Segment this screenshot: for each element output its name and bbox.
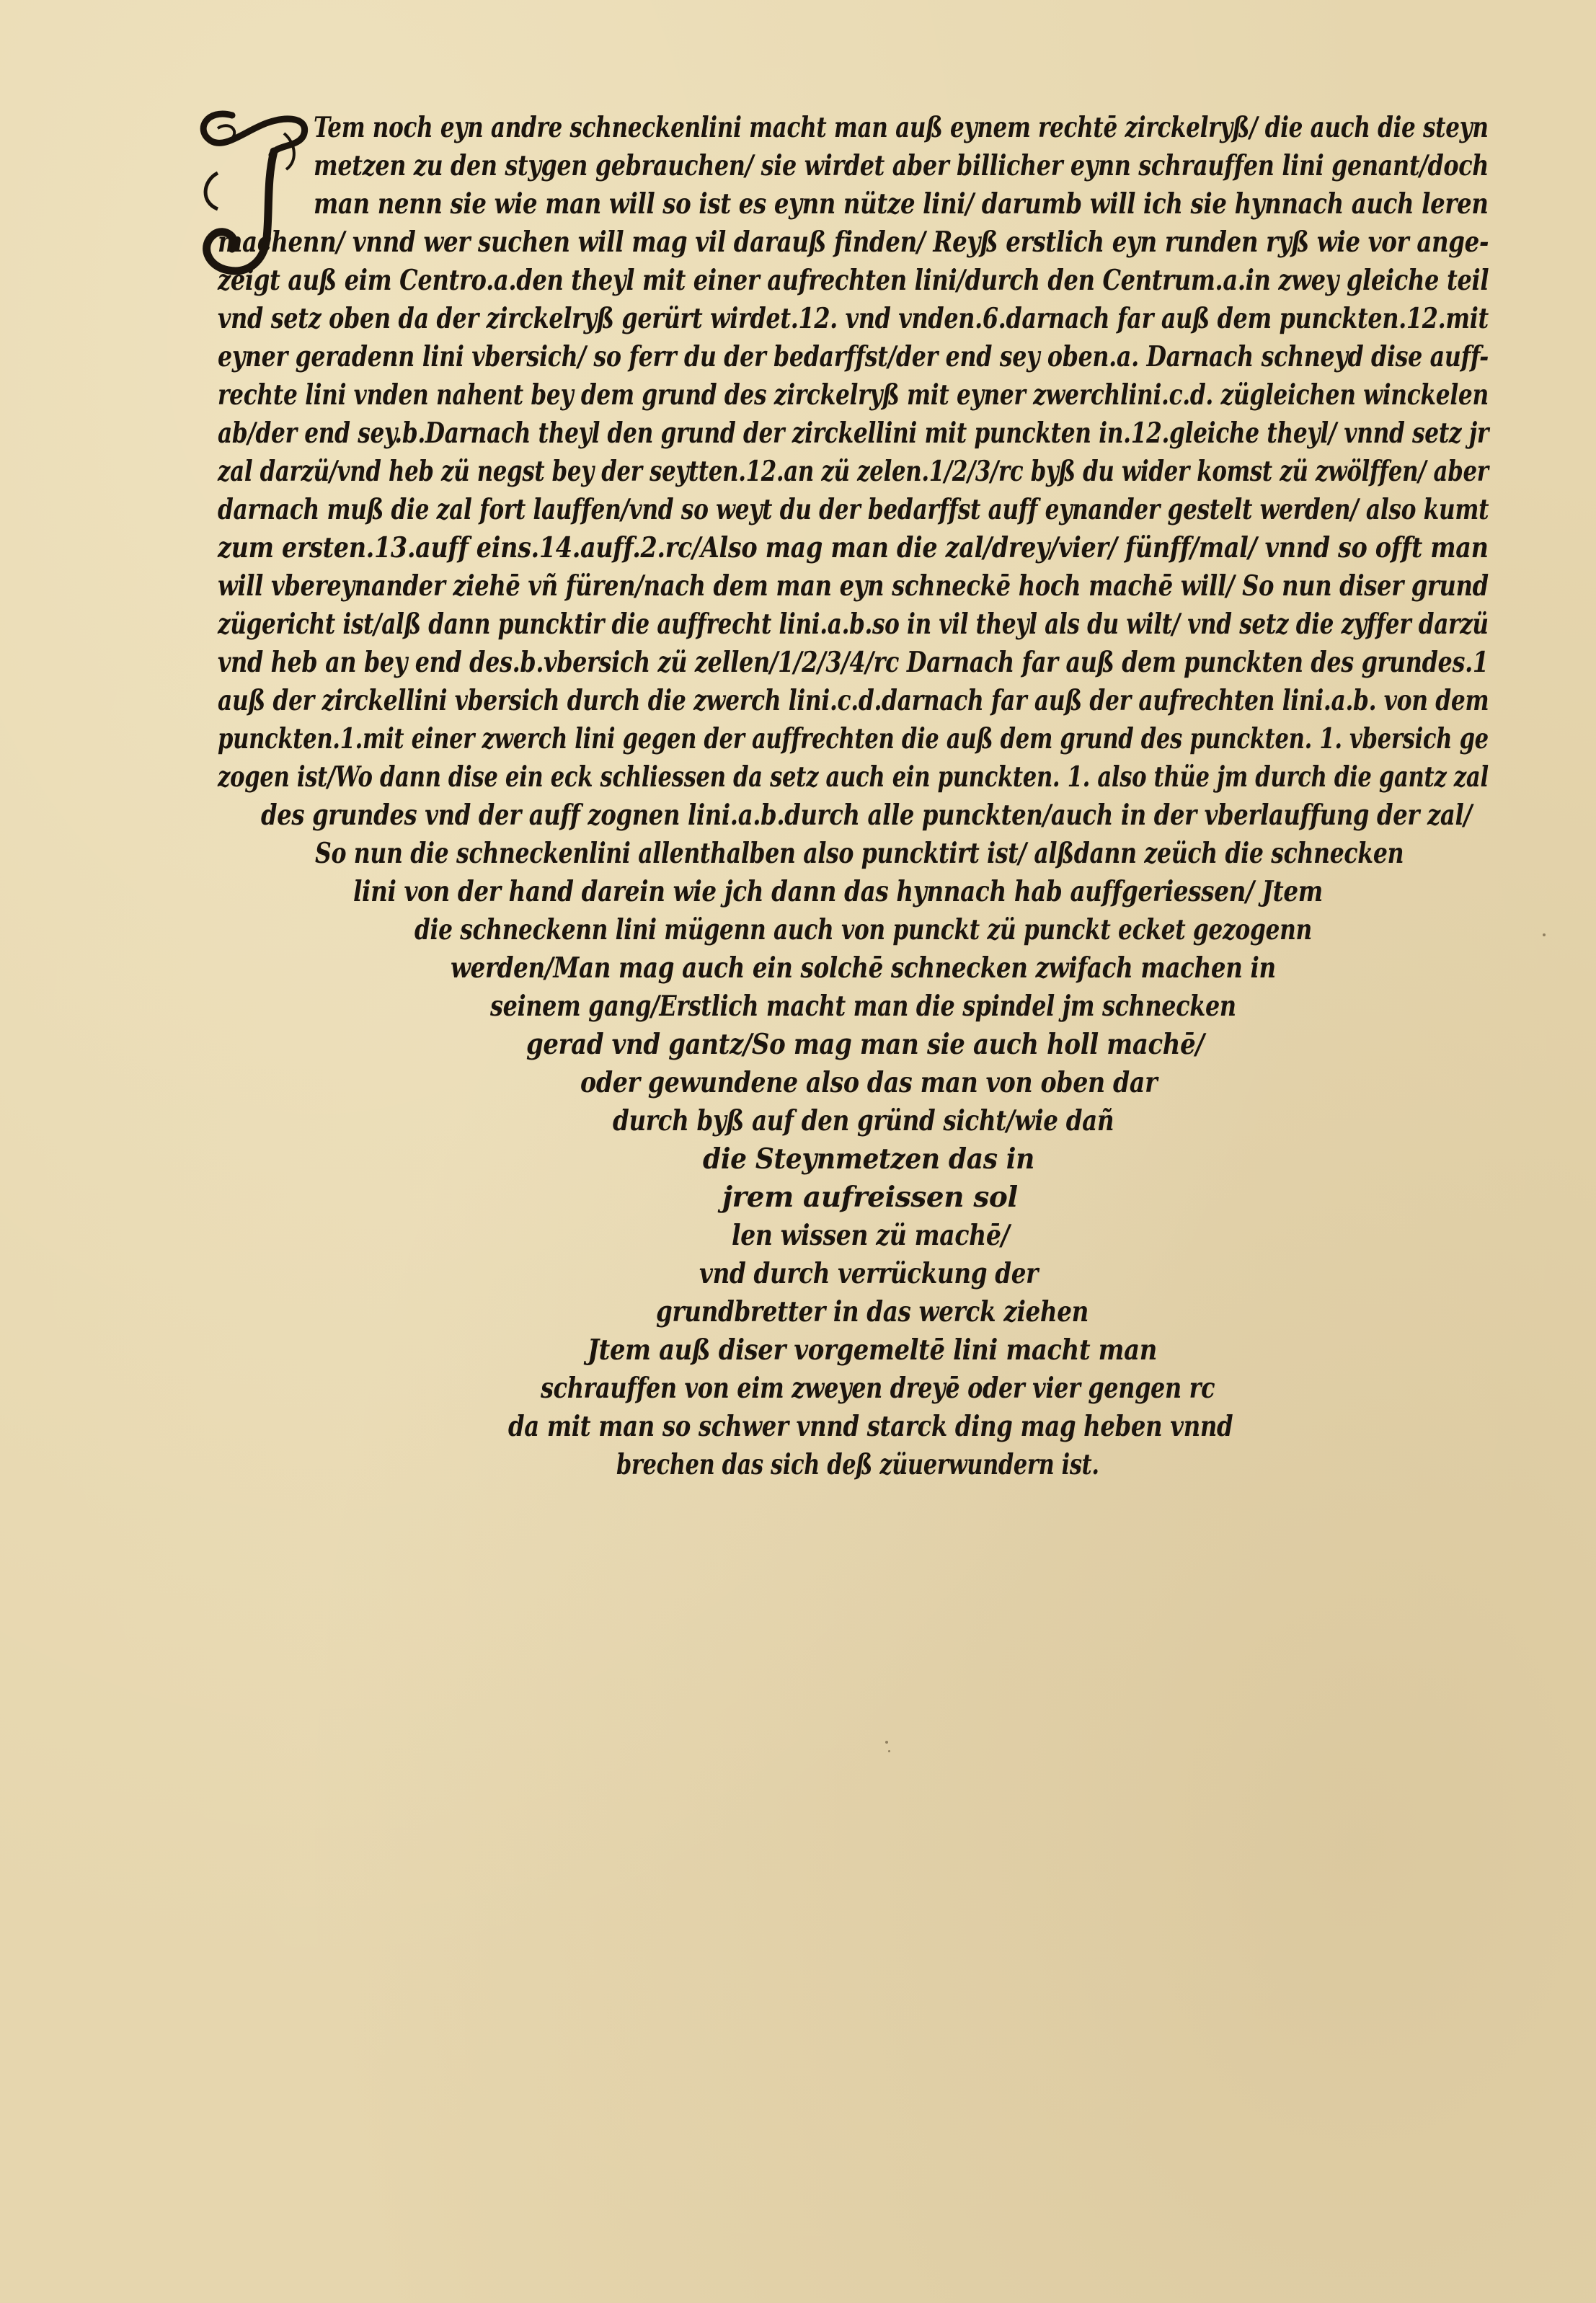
text-line: da mit man so schwer vnnd starck ding mag heben vnnd xyxy=(508,1410,1233,1443)
text-line: brechen das sich deß züuerwundern ist. xyxy=(616,1448,1099,1481)
text-line: ab/der end sey.b.Darnach theyl den grund der zirckellini mit punckten in.12.gleiche theyl/ vnnd setz jr xyxy=(218,417,1489,450)
text-line: man nenn sie wie man will so ist es eynn nütze lini/ darumb will ich sie hynnach auch leren xyxy=(314,187,1489,221)
text-line: vnd heb an bey end des.b.vbersich zü zellen/1/2/3/4/rc Darnach far auß dem punckten des grundes.1 xyxy=(218,646,1489,679)
text-line: zal darzü/vnd heb zü negst bey der seytten.12.an zü zelen.1/2/3/rc byß du wider komst zü zwölffen/ aber xyxy=(218,455,1489,488)
text-line: machenn/ vnnd wer suchen will mag vil darauß finden/ Reyß erstlich eyn runden ryß wie vor ange- xyxy=(218,226,1489,259)
text-line: zum ersten.13.auff eins.14.auff.2.rc/Also mag man die zal/drey/vier/ fünff/mal/ vnnd so offt man xyxy=(218,531,1489,564)
text-line: punckten.1.mit einer zwerch lini gegen der auffrechten die auß dem grund des punckten. 1. vbersich ge xyxy=(218,722,1489,755)
text-line: gerad vnd gantz/So mag man sie auch holl machē/ xyxy=(526,1028,1205,1061)
ink-speck xyxy=(885,1741,888,1744)
text-line: will vbereynander ziehē vñ füren/nach dem man eyn schneckē hoch machē will/ So nun diser grund xyxy=(218,569,1489,603)
text-line: werden/Man mag auch ein solchē schnecken zwifach machen in xyxy=(451,951,1276,985)
text-line: schrauffen von eim zweyen dreyē oder vier gengen rc xyxy=(541,1372,1215,1405)
text-line: rechte lini vnden nahent bey dem grund des zirckelryß mit eyner zwerchlini.c.d. zügleichen winckelen xyxy=(218,378,1489,412)
text-line: zügericht ist/alß dann puncktir die auffrecht lini.a.b.so in vil theyl als du wilt/ vnd setz die zyffer darzü xyxy=(218,608,1489,641)
text-line: vnd setz oben da der zirckelryß gerürt wirdet.12. vnd vnden.6.darnach far auß dem punckten.12.mit xyxy=(218,302,1489,335)
text-line: eyner geradenn lini vbersich/ so ferr du der bedarffst/der end sey oben.a. Darnach schneyd dise auff- xyxy=(218,340,1489,373)
text-line: So nun die schneckenlini allenthalben also puncktirt ist/ alßdann zeüch die schnecken xyxy=(315,837,1404,870)
ink-speck xyxy=(1543,933,1546,936)
text-line: zogen ist/Wo dann dise ein eck schliessen da setz auch ein punckten. 1. also thüe jm durch die gantz zal xyxy=(218,760,1489,794)
text-line: grundbretter in das werck ziehen xyxy=(656,1295,1089,1328)
text-line: vnd durch verrückung der xyxy=(699,1257,1039,1290)
text-line: zeigt auß eim Centro.a.den theyl mit einer aufrechten lini/durch den Centrum.a.in zwey gleiche teil xyxy=(218,264,1489,297)
text-line: metzen zu den stygen gebrauchen/ sie wirdet aber billicher eynn schrauffen lini genant/doch xyxy=(314,149,1489,182)
text-line: seinem gang/Erstlich macht man die spindel jm schnecken xyxy=(490,990,1236,1023)
text-line: des grundes vnd der auff zognen lini.a.b.durch alle punckten/auch in der vberlauffung der zal/ xyxy=(261,799,1472,832)
text-line: lini von der hand darein wie jch dann das hynnach hab auffgeriessen/ Jtem xyxy=(353,875,1323,908)
text-line: auß der zirckellini vbersich durch die zwerch lini.c.d.darnach far auß der aufrechten lini.a.b. von dem xyxy=(218,684,1489,717)
text-line: durch byß auf den gründ sicht/wie dañ xyxy=(613,1104,1114,1137)
text-line: oder gewundene also das man von oben dar xyxy=(580,1066,1158,1099)
text-line: len wissen zü machē/ xyxy=(732,1219,1010,1252)
text-line: Tem noch eyn andre schneckenlini macht man auß eynem rechtē zirckelryß/ die auch die steyn xyxy=(314,111,1489,144)
text-line: die schneckenn lini mügenn auch von punckt zü punckt ecket gezogenn xyxy=(414,913,1312,946)
text-line: die Steynmetzen das in xyxy=(703,1142,1034,1176)
text-line: darnach muß die zal fort lauffen/vnd so weyt du der bedarffst auff eynander gestelt werden/ also kumt xyxy=(218,493,1489,526)
ink-speck xyxy=(888,1750,890,1752)
text-line: Jtem auß diser vorgemeltē lini macht man xyxy=(588,1334,1158,1367)
text-line: jrem aufreissen sol xyxy=(722,1181,1018,1214)
